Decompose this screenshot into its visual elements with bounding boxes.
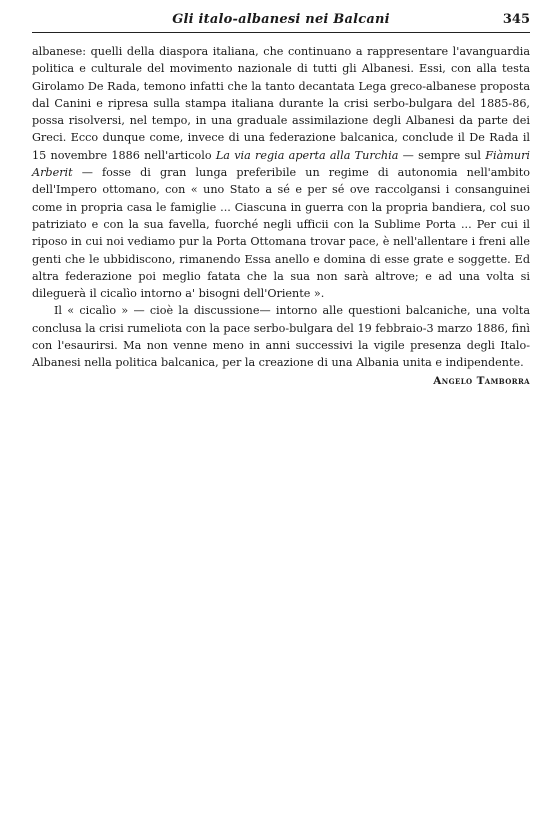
paragraph-1-text-c: — fosse di gran lunga preferibile un regime di autonomia nell'ambito dell'Impero ottomano, con « uno Stato a sé e per sé ove raccolgansi i consanguinei come in propria casa le famiglie ... Ciascuna in guerra con la propria bandiera, col suo patriziato e con la sua favella, fuorché negli ufficii con la Sublime Porta ... Per cui il riposo in cui noi vediamo pur la Porta Ottomana trovar pace, è nell'allentare i freni alle genti che le ubbidiscono, rimanendo Essa anello e domina di esse grate e soggette. Ed altra federazione poi meglio fatata che la sua non sarà altrove; e ad una volta si dileguerà il cicalìo intorno a' bisogni dell'Oriente ». [32, 166, 530, 301]
journal-title: Fiàmuri Arberit [32, 148, 530, 180]
article-title: La via regia aperta alla Turchia [215, 148, 399, 162]
page-number: 345 [502, 12, 530, 27]
paragraph-2: Il « cicalìo » — cioè la discussione— intorno alle questioni balcaniche, una volta conclusa la crisi rumeliota con la pace serbo-bulgara del 19 febbraio-3 marzo 1886, finì con l'esaurirsi. Ma non venne meno in anni successivi la vigile presenza degli Italo-Albanesi nella politica balcanica, per la creazione di una Albania unita e indipendente. [32, 304, 530, 370]
author-signature: Angelo Tamborra [433, 374, 530, 387]
paragraph-1-text-a: albanese: quelli della diaspora italiana, che continuano a rappresentare l'avanguardia politica e culturale del movimento nazionale di tutti gli Albanesi. Essi, con alla testa Girolamo De Rada, temono infatti che la tanto decantata Lega greco-albanese proposta dal Canini e ripresa sulla stampa italiana durante la crisi serbo-bulgara del 1885-86, possa risolversi, nel tempo, in una graduale assimilazione degli Albanesi da parte dei Greci. Ecco dunque come, invece di una federazione balcanica, conclude il De Rada il 15 novembre 1886 nell'articolo [32, 45, 530, 162]
paragraph-1-text-b: — sempre sul [398, 148, 486, 162]
running-title: Gli italo-albanesi nei Balcani [172, 12, 390, 27]
article-body [32, 43, 530, 372]
paragraph-1 [32, 43, 530, 302]
page-header [32, 10, 530, 33]
page [32, 10, 530, 387]
